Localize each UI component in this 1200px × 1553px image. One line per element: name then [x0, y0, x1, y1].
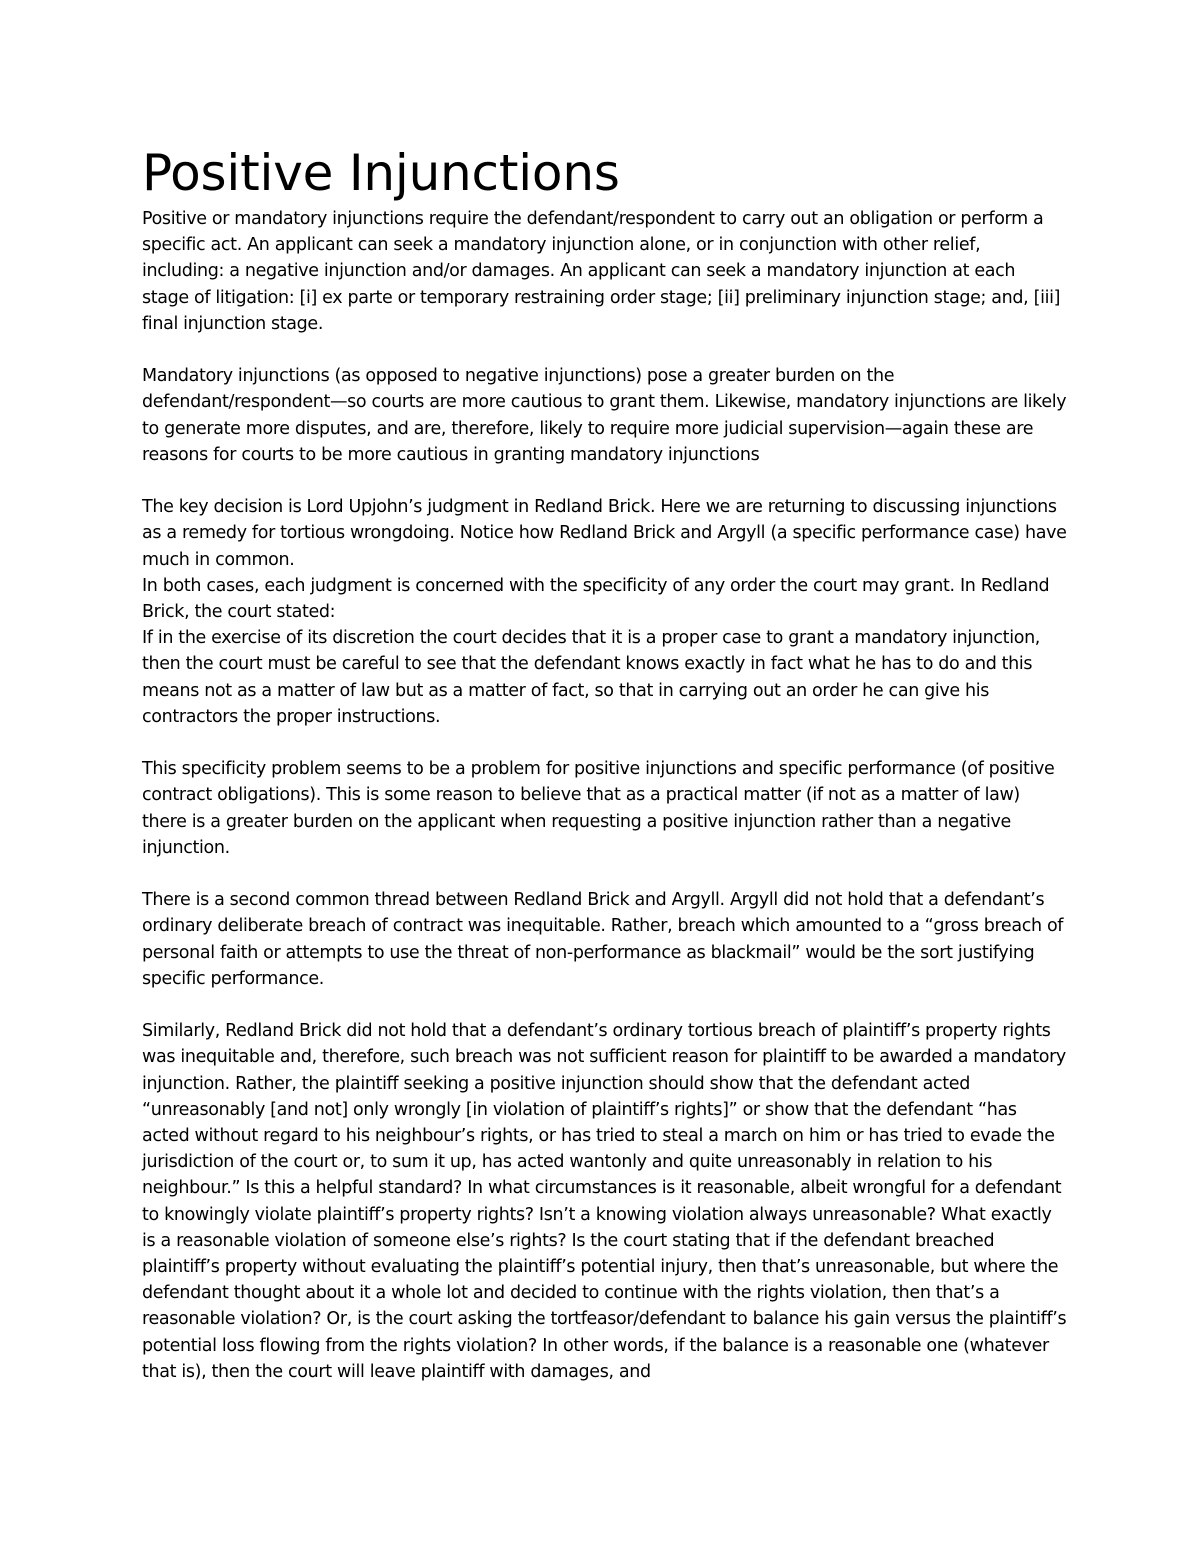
- document-body: [142, 206, 1067, 1385]
- paragraph-specificity-problem: This specificity problem seems to be a problem for positive injunctions and specific performance (of positive contract obligations). This is some reason to believe that as a practical matter (if not as a matter of law) there is a greater burden on the applicant when requesting a positive injunction rather than a negative injunction.: [142, 759, 1055, 858]
- paragraph-spacer: [142, 730, 1067, 756]
- paragraph-specificity: In both cases, each judgment is concerned with the specificity of any order the court may grant. In Redland Brick, the court stated:: [142, 575, 1050, 623]
- paragraph-mandatory-burden: Mandatory injunctions (as opposed to negative injunctions) pose a greater burden on the defendant/respondent—so courts are more cautious to grant them. Likewise, mandatory injunctions are likely to generate more disputes, and are, therefore, likely to require more judicial supervision—again these are reasons for courts to be more cautious in granting mandatory injunctions: [142, 366, 1067, 465]
- paragraph-spacer: [142, 992, 1067, 1018]
- paragraph-intro: Positive or mandatory injunctions require the defendant/respondent to carry out an obligation or perform a specific act. An applicant can seek a mandatory injunction alone, or in conjunction with other relief, including: a negative injunction and/or damages. An applicant can seek a mandatory injunction at each stage of litigation: [i] ex parte or temporary restraining order stage; [ii] preliminary injunction stage; and, [iii] final injunction stage.: [142, 209, 1061, 334]
- paragraph-spacer: [142, 861, 1067, 887]
- paragraph-spacer: [142, 468, 1067, 494]
- page-title: Positive Injunctions: [142, 144, 620, 202]
- paragraph-quote: If in the exercise of its discretion the court decides that it is a proper case to grant a mandatory injunction, then the court must be careful to see that the defendant knows exactly in fact what he has to do and this means not as a matter of law but as a matter of fact, so that in carrying out an order he can give his contractors the proper instructions.: [142, 628, 1041, 727]
- paragraph-spacer: [142, 337, 1067, 363]
- paragraph-key-decision: The key decision is Lord Upjohn’s judgment in Redland Brick. Here we are returning to discussing injunctions as a remedy for tortious wrongdoing. Notice how Redland Brick and Argyll (a specific performance case) have much in common.: [142, 497, 1067, 570]
- paragraph-similarly: Similarly, Redland Brick did not hold that a defendant’s ordinary tortious breach of plaintiff’s property rights was inequitable and, therefore, such breach was not sufficient reason for plaintiff to be awarded a mandatory injunction. Rather, the plaintiff seeking a positive injunction should show that the defendant acted “unreasonably [and not] only wrongly [in violation of plaintiff’s rights]” or show that the defendant “has acted without regard to his neighbour’s rights, or has tried to steal a march on him or has tried to evade the jurisdiction of the court or, to sum it up, has acted wantonly and quite unreasonably in relation to his neighbour.” Is this a helpful standard? In what circumstances is it reasonable, albeit wrongful for a defendant to knowingly violate plaintiff’s property rights? Isn’t a knowing violation always unreasonable? What exactly is a reasonable violation of someone else’s rights? Is the court stating that if the defendant breached plaintiff’s property without evaluating the plaintiff’s potential injury, then that’s unreasonable, but where the defendant thought about it a whole lot and decided to continue with the rights violation, then that’s a reasonable violation? Or, is the court asking the tortfeasor/defendant to balance his gain versus the plaintiff’s potential loss flowing from the rights violation? In other words, if the balance is a reasonable one (whatever that is), then the court will leave plaintiff with damages, and: [142, 1021, 1067, 1382]
- document-content: [142, 140, 1067, 1385]
- paragraph-common-thread: There is a second common thread between Redland Brick and Argyll. Argyll did not hold that a defendant’s ordinary deliberate breach of contract was inequitable. Rather, breach which amounted to a “gross breach of personal faith or attempts to use the threat of non-performance as blackmail” would be the sort justifying specific performance.: [142, 890, 1064, 989]
